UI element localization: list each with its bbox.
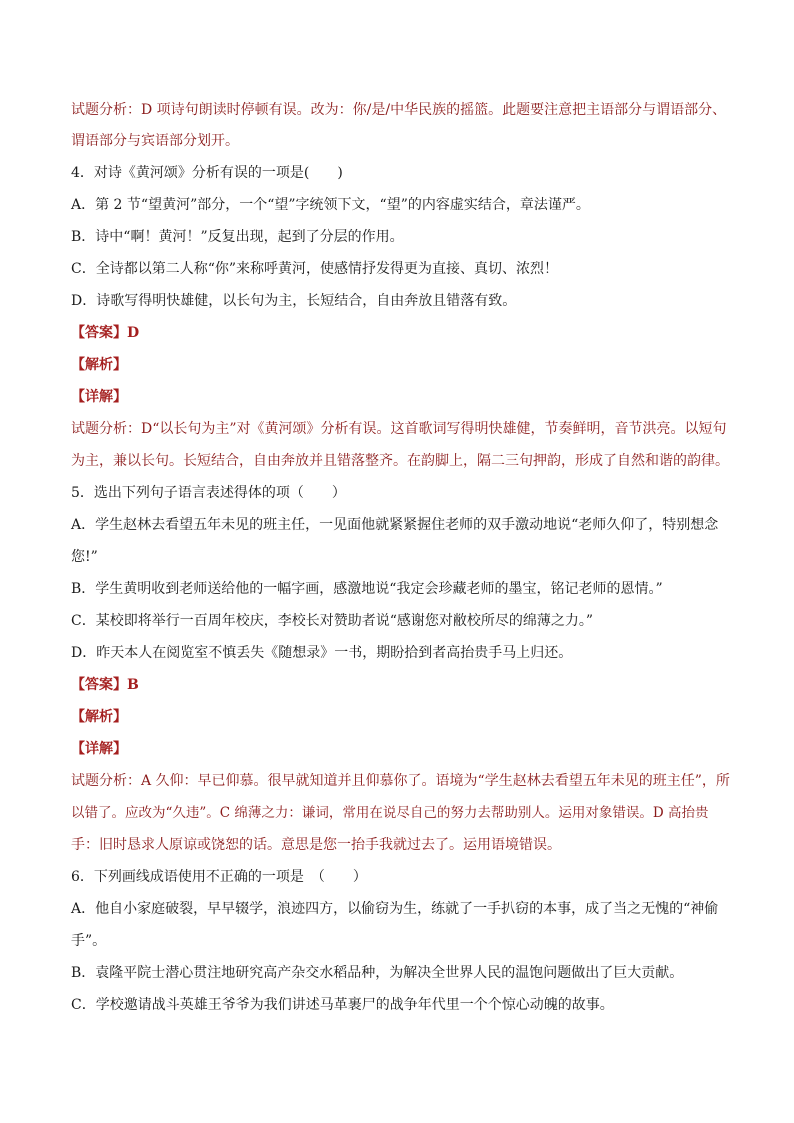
q4-answer: 【答案】D bbox=[71, 325, 140, 341]
q5-jiexi-label: 【解析】 bbox=[71, 709, 127, 725]
q6-stem: 6．下列画线成语使用不正确的一项是 （ ） bbox=[71, 869, 367, 885]
q4-option-b: B．诗中“啊！黄河！”反复出现，起到了分层的作用。 bbox=[71, 229, 404, 245]
q5-analysis-line-3: 手：旧时恳求人原谅或饶恕的话。意思是您一抬手我就过去了。运用语境错误。 bbox=[71, 837, 561, 853]
q4-option-d: D．诗歌写得明快雄健，以长句为主，长短结合，自由奔放且错落有致。 bbox=[71, 293, 517, 309]
q4-jiexi-label: 【解析】 bbox=[71, 357, 127, 373]
q4-option-a: A．第 2 节“望黄河”部分，一个“望”字统领下文，“望”的内容虚实结合，章法谨严。 bbox=[71, 197, 590, 213]
q5-option-a-line-1: A．学生赵林去看望五年未见的班主任，一见面他就紧紧握住老师的双手激动地说“老师久仰了，特别想念 bbox=[71, 517, 719, 533]
q5-stem: 5．选出下列句子语言表述得体的项（ ） bbox=[71, 485, 346, 501]
q4-stem: 4．对诗《黄河颂》分析有误的一项是( ) bbox=[71, 165, 343, 181]
q4-analysis-line-1: 试题分析：D“以长句为主”对《黄河颂》分析有误。这首歌词写得明快雄健，节奏鲜明，音节洪亮。以短句 bbox=[71, 421, 727, 437]
analysis-q3-line-2: 谓语部分与宾语部分划开。 bbox=[71, 133, 239, 149]
q6-option-a-line-1: A．他自小家庭破裂，早早辍学，浪迹四方，以偷窃为生，练就了一手扒窃的本事，成了当之无愧的“神偷 bbox=[71, 901, 719, 917]
analysis-q3-line-1: 试题分析：D 项诗句朗读时停顿有误。改为：你/是/中华民族的摇篮。此题要注意把主语部分与谓语部分、 bbox=[71, 102, 727, 118]
q5-xiangjie-label: 【详解】 bbox=[71, 741, 127, 757]
q6-option-b: B．袁隆平院士潜心贯注地研究高产杂交水稻品种，为解决全世界人民的温饱问题做出了巨大贡献。 bbox=[71, 965, 684, 981]
q5-answer: 【答案】B bbox=[71, 677, 139, 693]
q4-option-c: C．全诗都以第二人称“你”来称呼黄河，使感情抒发得更为直接、真切、浓烈！ bbox=[71, 261, 559, 277]
q4-analysis-line-2: 为主，兼以长句。长短结合，自由奔放并且错落整齐。在韵脚上，隔二三句押韵，形成了自然和谐的韵律。 bbox=[71, 453, 729, 469]
q5-option-d: D．昨天本人在阅览室不慎丢失《随想录》一书，期盼拾到者高抬贵手马上归还。 bbox=[71, 645, 573, 661]
q5-option-b: B．学生黄明收到老师送给他的一幅字画，感激地说“我定会珍藏老师的墨宝，铭记老师的恩情。” bbox=[71, 581, 663, 597]
q6-option-a-line-2: 手”。 bbox=[71, 933, 107, 949]
q5-option-a-line-2: 您!” bbox=[71, 549, 98, 565]
q5-analysis-line-1: 试题分析：A 久仰：早已仰慕。很早就知道并且仰慕你了。语境为“学生赵林去看望五年未见的班主任”，所 bbox=[71, 773, 730, 789]
q6-option-c: C．学校邀请战斗英雄王爷爷为我们讲述马革裹尸的战争年代里一个个惊心动魄的故事。 bbox=[71, 997, 614, 1013]
q5-analysis-line-2: 以错了。应改为“久违”。C 绵薄之力：谦词，常用在说尽自己的努力去帮助别人。运用对象错误。D 高抬贵 bbox=[71, 805, 709, 821]
q5-option-c: C．某校即将举行一百周年校庆，李校长对赞助者说“感谢您对敝校所尽的绵薄之力。” bbox=[71, 613, 594, 629]
q4-xiangjie-label: 【详解】 bbox=[71, 389, 127, 405]
